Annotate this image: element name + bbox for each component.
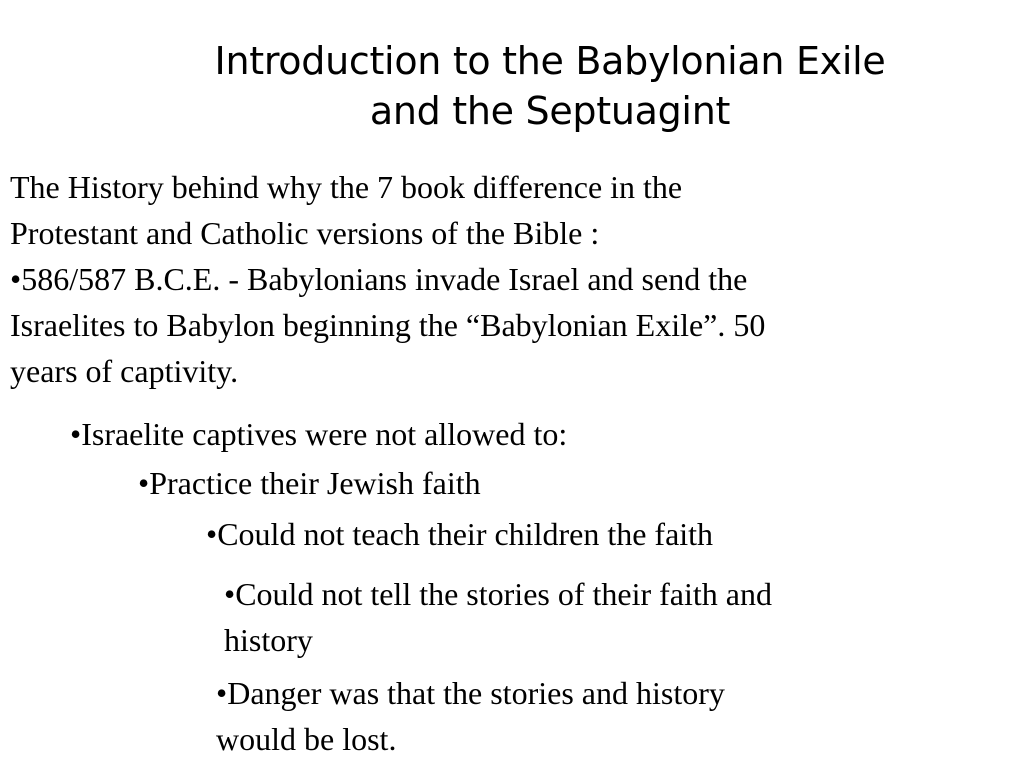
- bullet-danger-line-1: •Danger was that the stories and history: [216, 675, 725, 711]
- bullet-tell-stories-line-2: history: [224, 622, 313, 658]
- title-line-2: and the Septuagint: [369, 89, 731, 133]
- intro-line-1: The History behind why the 7 book difference in the: [10, 169, 683, 205]
- bullet-exile-date: [10, 256, 990, 394]
- bullet-exile-line-2: Israelites to Babylon beginning the “Babylonian Exile”. 50: [10, 307, 766, 343]
- bullet-exile-line-1: •586/587 B.C.E. - Babylonians invade Israel and send the: [10, 261, 748, 297]
- bullet-captives: •Israelite captives were not allowed to:: [70, 416, 568, 452]
- slide-title: [140, 36, 960, 136]
- title-line-1: Introduction to the Babylonian Exile: [214, 39, 886, 83]
- intro-paragraph: [10, 164, 990, 256]
- bullet-danger: [216, 670, 936, 762]
- bullet-tell-stories-line-1: •Could not tell the stories of their faith and: [224, 576, 772, 612]
- bullet-exile-line-3: years of captivity.: [10, 353, 239, 389]
- bullet-tell-stories: [224, 571, 944, 663]
- bullet-danger-line-2: would be lost.: [216, 721, 397, 757]
- intro-line-2: Protestant and Catholic versions of the Bible :: [10, 215, 600, 251]
- bullet-practice-faith: •Practice their Jewish faith: [138, 465, 481, 501]
- bullet-teach-children: •Could not teach their children the faith: [206, 516, 714, 552]
